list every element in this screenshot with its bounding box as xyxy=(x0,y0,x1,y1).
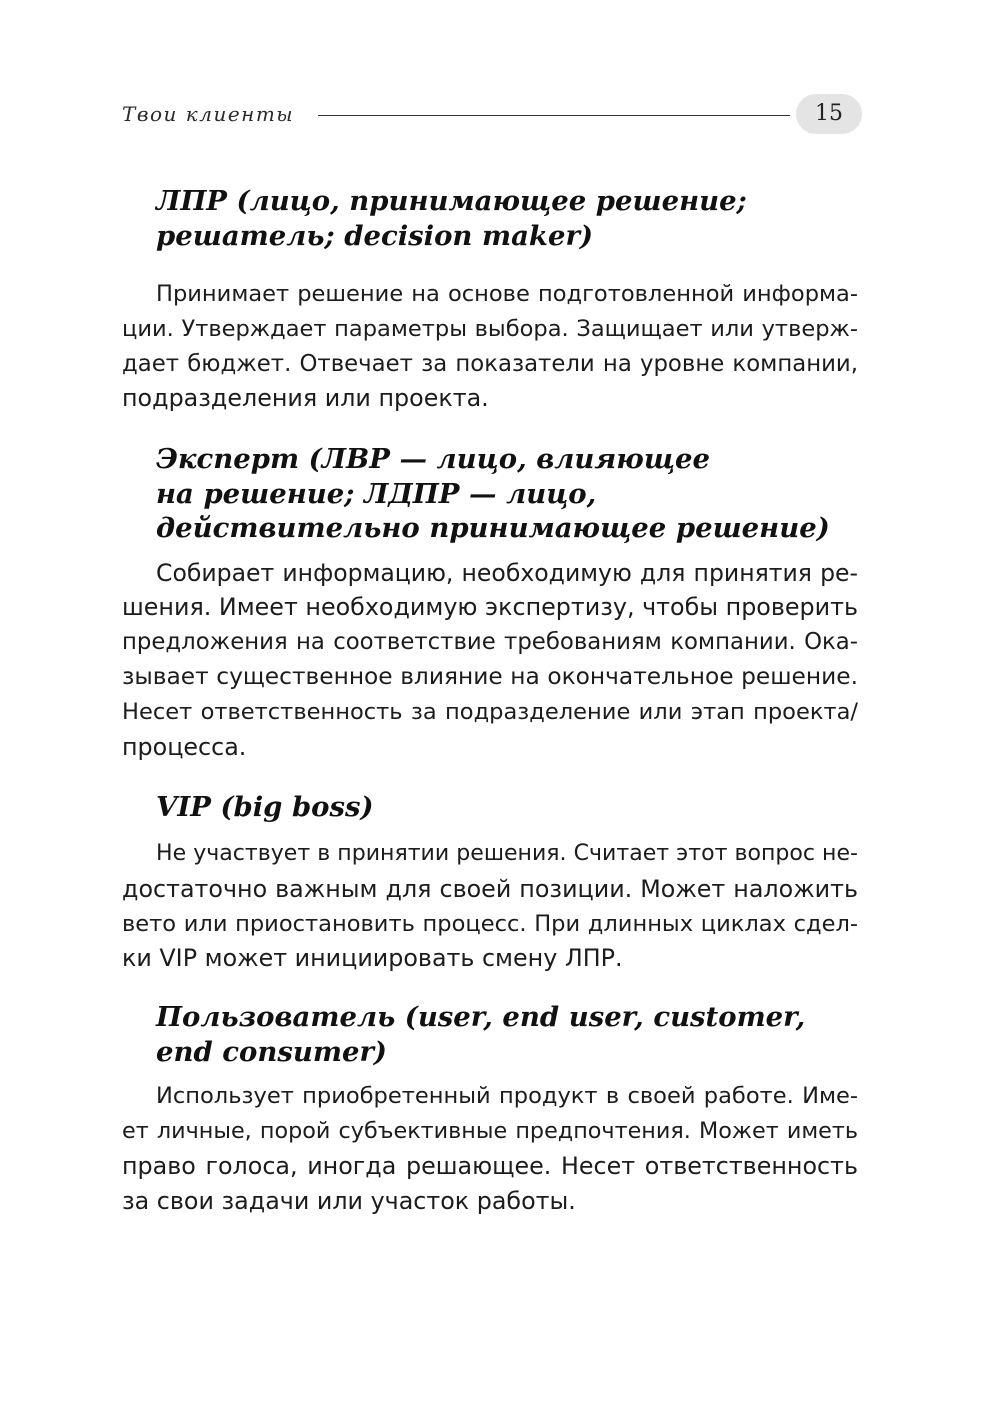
heading-line: на решение; ЛДПР — лицо, xyxy=(156,477,597,510)
text-line: ет личные, порой субъективные предпочтения. Может иметь xyxy=(122,1117,858,1144)
running-header xyxy=(122,94,862,138)
text-line: достаточно важным для своей позиции. Может наложить xyxy=(122,874,858,903)
text-line: Не участвует в принятии решения. Считает этот вопрос не- xyxy=(156,840,858,866)
entry-vip xyxy=(122,790,858,976)
entry-description xyxy=(122,837,858,976)
entry-description xyxy=(122,556,858,765)
heading-line: решатель; decision maker) xyxy=(156,219,593,252)
text-line: право голоса, иногда решающее. Несет ответственность xyxy=(122,1151,858,1180)
heading-line: ЛПР (лицо, принимающее решение; xyxy=(156,185,747,217)
text-line: предложения на соответствие требованиям компании. Ока- xyxy=(122,629,858,656)
text-line: зывает существенное влияние на окончательное решение. xyxy=(122,663,858,691)
entry-heading xyxy=(156,790,858,825)
heading-line: Пользователь (user, end user, customer, xyxy=(156,1001,806,1034)
text-line: процесса. xyxy=(122,732,247,761)
text-line: Несет ответственность за подразделение или этап проекта/ xyxy=(122,698,858,725)
text-line: ции. Утверждает параметры выбора. Защищает или утверж- xyxy=(122,315,858,342)
heading-line: Эксперт (ЛВР — лицо, влияющее xyxy=(156,443,711,476)
entry-description xyxy=(122,1079,858,1218)
heading-line: действительно принимающее решение) xyxy=(156,512,830,545)
text-line: Принимает решение на основе подготовленной информа- xyxy=(156,281,858,307)
entry-heading xyxy=(156,184,858,253)
text-line: Собирает информацию, необходимую для принятия ре- xyxy=(156,558,858,587)
running-head-title: Твои клиенты xyxy=(122,102,295,126)
text-line: вето или приостановить процесс. При длинных циклах сдел- xyxy=(122,910,858,937)
page-number-badge: 15 xyxy=(796,94,862,134)
text-line: ки VIP может инициировать смену ЛПР. xyxy=(122,944,623,973)
entry-description xyxy=(122,277,858,416)
heading-line: VIP (big boss) xyxy=(156,791,374,824)
text-line: подразделения или проекта. xyxy=(122,384,489,413)
text-line: за свои задачи или участок работы. xyxy=(122,1186,576,1215)
heading-line: end consumer) xyxy=(156,1035,387,1068)
text-line: шения. Имеет необходимую экспертизу, чтобы проверить xyxy=(122,593,858,622)
text-line: дает бюджет. Отвечает за показатели на уровне компании, xyxy=(122,350,858,377)
entry-expert xyxy=(122,442,858,764)
entry-heading xyxy=(156,1000,858,1069)
text-line: Использует приобретенный продукт в своей работе. Име- xyxy=(156,1083,858,1110)
entry-heading xyxy=(156,442,858,546)
entry-user xyxy=(122,1000,858,1218)
page-content xyxy=(122,180,858,1218)
header-rule xyxy=(318,115,790,116)
entry-lpr xyxy=(122,184,858,416)
